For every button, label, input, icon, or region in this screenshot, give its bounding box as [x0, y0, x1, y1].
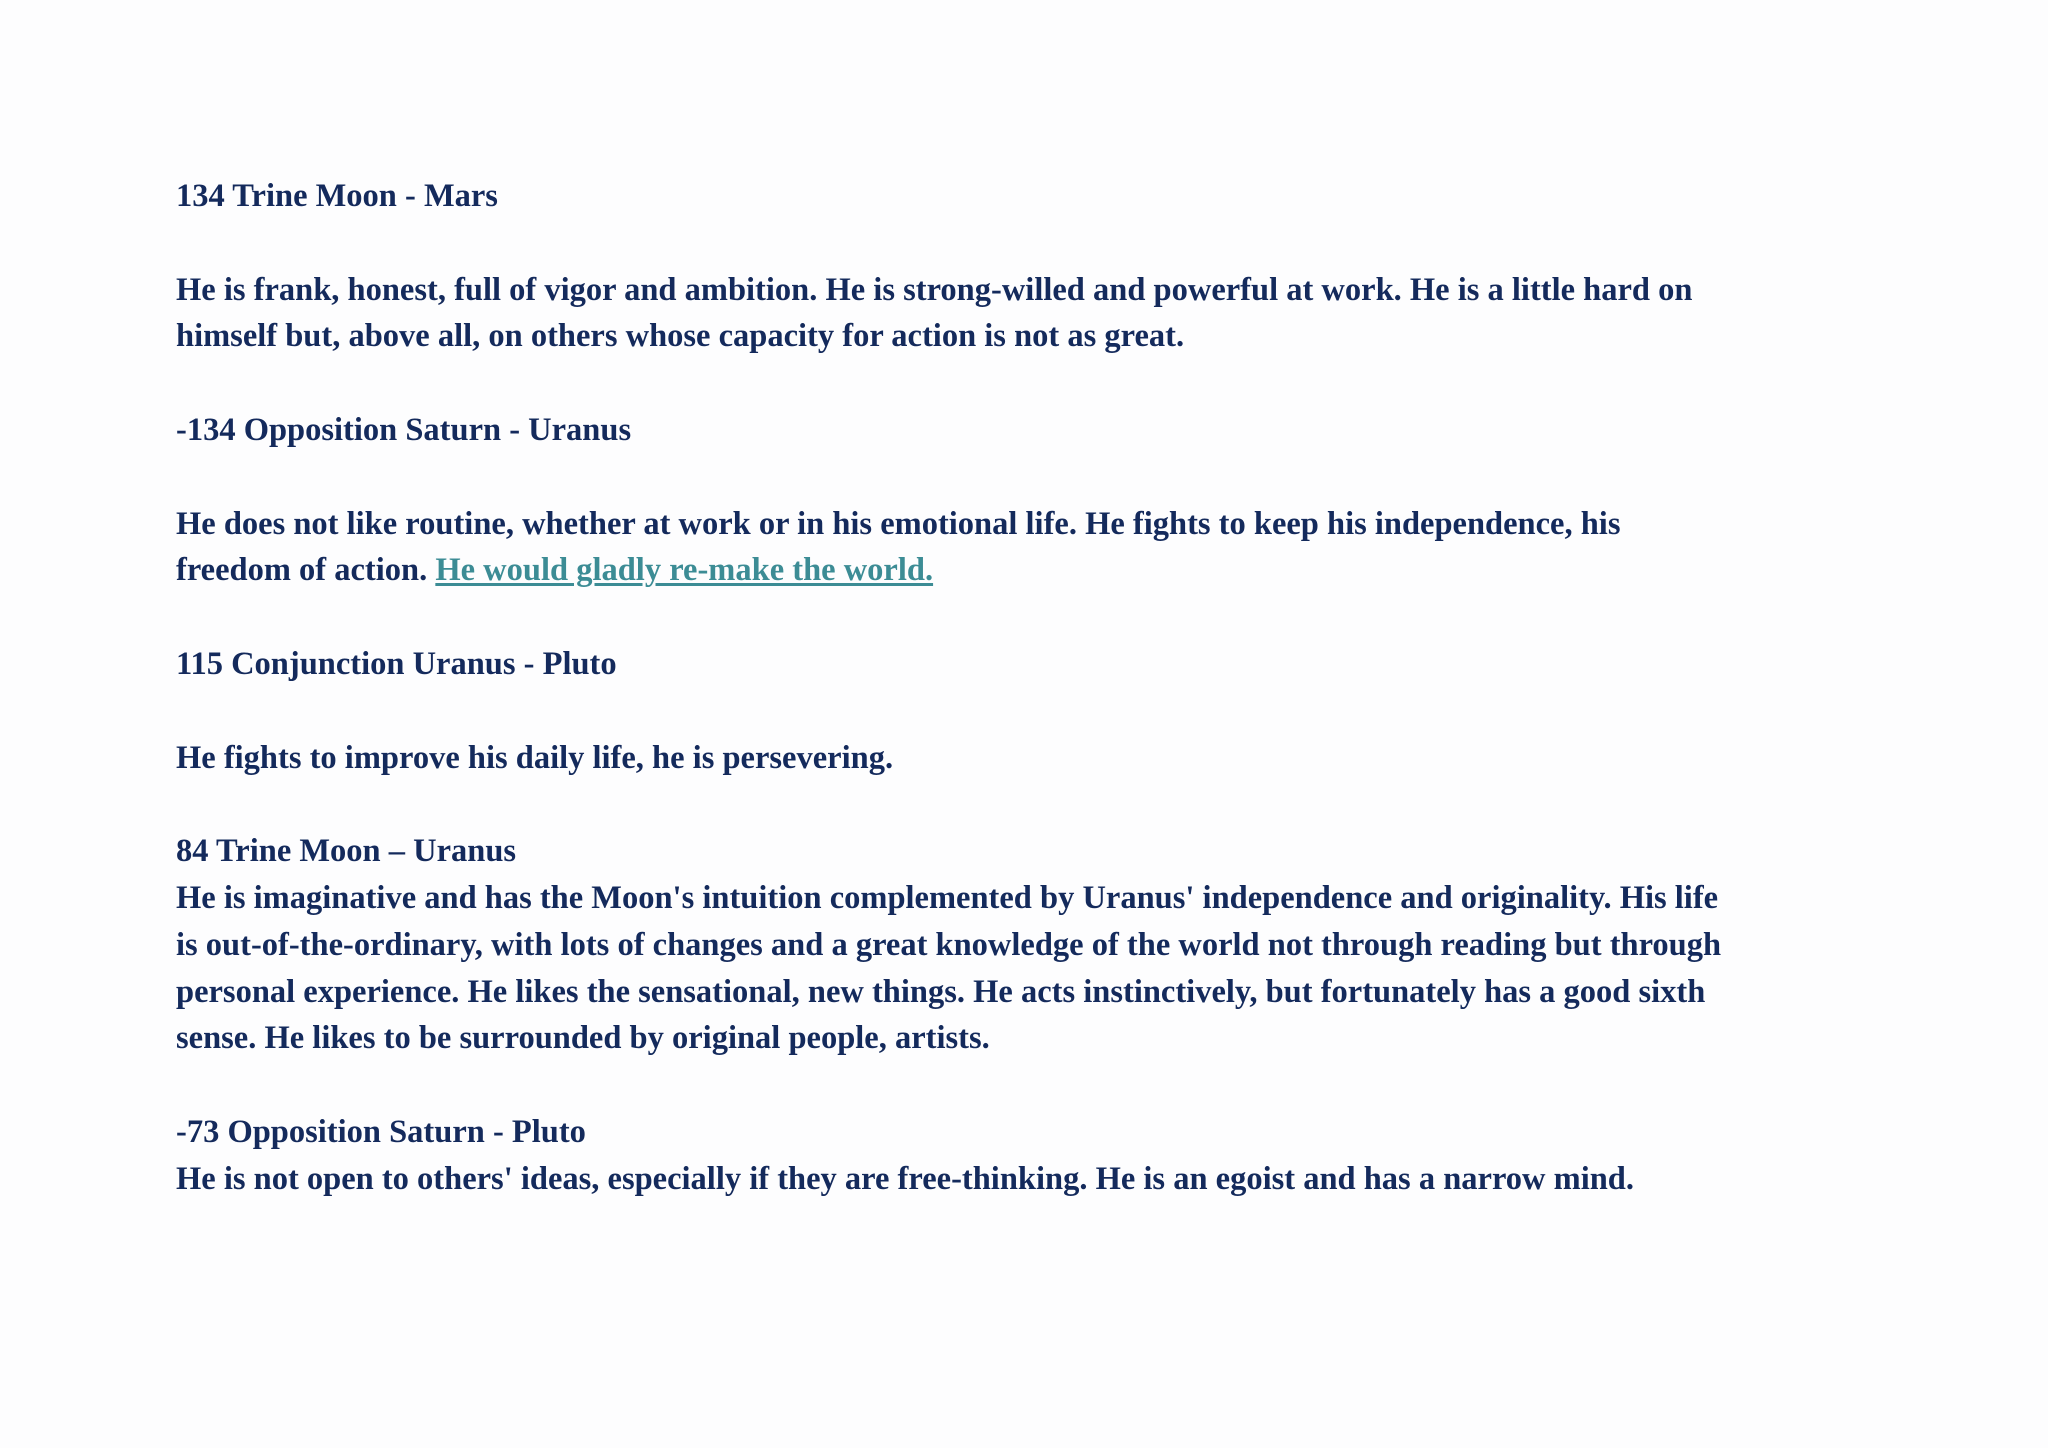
spacer — [176, 594, 1876, 641]
aspect-text-line: personal experience. He likes the sensational, new things. He acts instinctively, but fortunately has a good sixth — [176, 973, 1706, 1010]
document-page — [176, 173, 1876, 1203]
aspect-text-line: himself but, above all, on others whose capacity for action is not as great. — [176, 318, 1185, 355]
spacer — [176, 360, 1876, 407]
spacer — [176, 220, 1876, 267]
aspect-text-line: He is not open to others' ideas, especially if they are free-thinking. He is an egoist and has a narrow mind. — [176, 1160, 1635, 1197]
aspect-text-line: He does not like routine, whether at work or in his emotional life. He fights to keep his independence, his — [176, 505, 1621, 542]
aspect-heading: 84 Trine Moon – Uranus — [176, 833, 517, 870]
spacer — [176, 688, 1876, 735]
spacer — [176, 781, 1876, 828]
aspect-heading: 115 Conjunction Uranus - Pluto — [176, 645, 617, 682]
aspect-heading: -73 Opposition Saturn - Pluto — [176, 1113, 586, 1150]
aspect-text-fragment: freedom of action. — [176, 552, 436, 589]
aspect-text-line: He is frank, honest, full of vigor and ambition. He is strong-willed and powerful at work. He is a little hard on — [176, 271, 1693, 308]
aspect-text-line: He is imaginative and has the Moon's intuition complemented by Uranus' independence and originality. His life — [176, 879, 1719, 916]
aspect-text-line: is out-of-the-ordinary, with lots of changes and a great knowledge of the world not through reading but through — [176, 926, 1722, 963]
spacer — [176, 454, 1876, 501]
spacer — [176, 1062, 1876, 1109]
aspect-text-line-with-link — [176, 547, 1876, 594]
aspect-text-line: sense. He likes to be surrounded by original people, artists. — [176, 1020, 990, 1057]
aspect-heading: 134 Trine Moon - Mars — [176, 178, 498, 214]
aspect-heading: -134 Opposition Saturn - Uranus — [176, 411, 632, 448]
remake-world-link[interactable]: He would gladly re-make the world. — [435, 552, 934, 589]
aspect-text-line: He fights to improve his daily life, he is persevering. — [176, 739, 894, 776]
